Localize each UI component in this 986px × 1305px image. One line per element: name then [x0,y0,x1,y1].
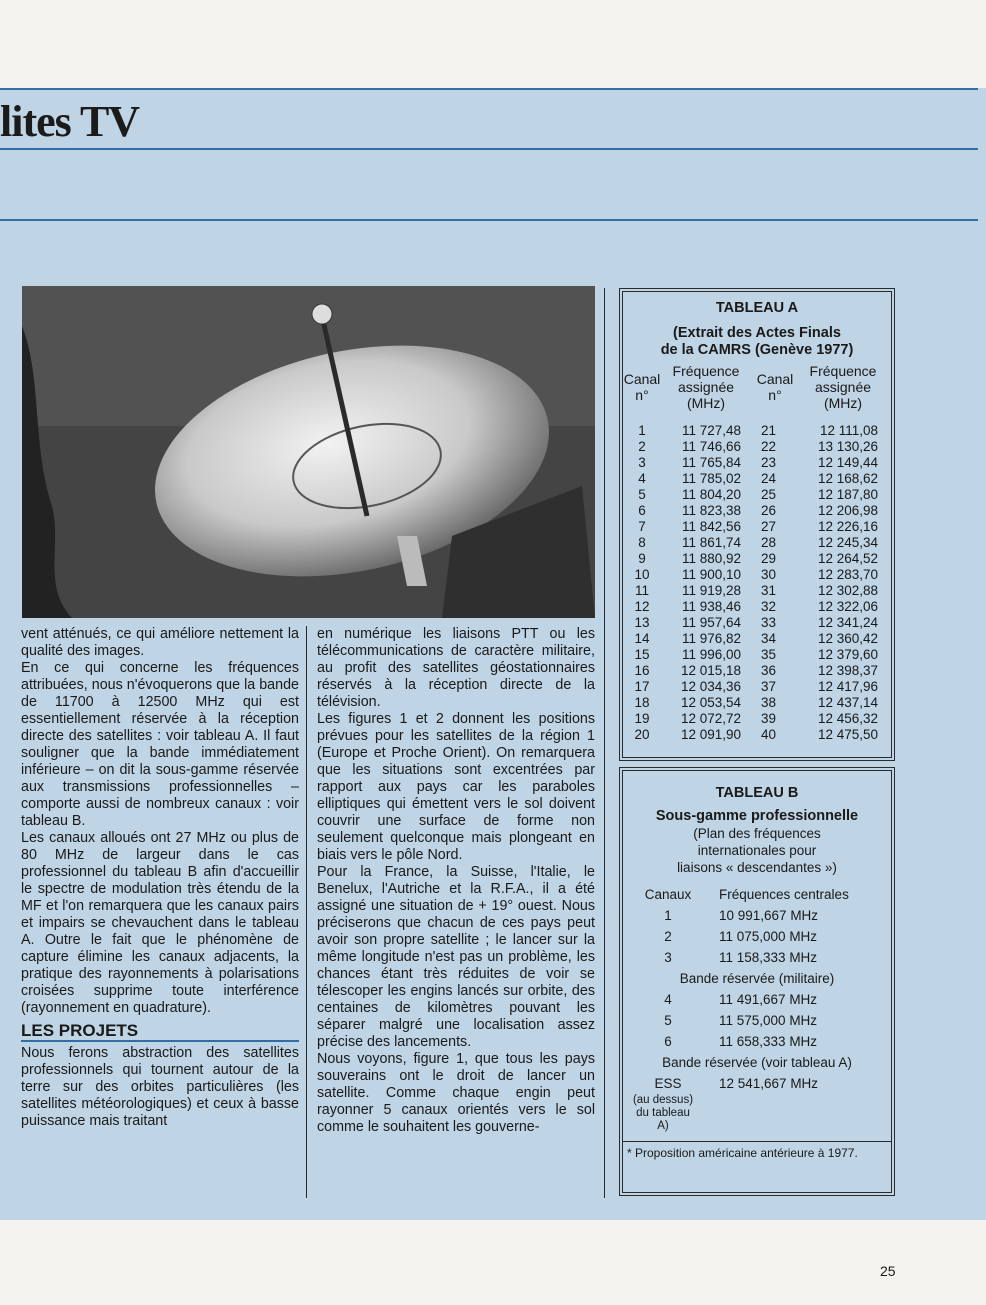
tableau-a-title: TABLEAU A [715,300,799,316]
table-row [623,1031,891,1052]
header-canaux: Canaux [644,887,692,902]
table-row [623,487,891,503]
table-cell: 15 [634,647,650,662]
section-heading: LES PROJETS [21,1022,299,1042]
table-cell: 4 [664,992,672,1007]
table-cell: 12 302,88 [817,583,878,598]
table-cell: 13 [634,615,650,630]
ess-note [623,1094,703,1133]
table-cell: 12 456,32 [817,711,878,726]
table-cell: 21 [760,423,777,438]
table-cell: 1 [638,423,646,438]
table-cell: 11 727,48 [681,423,741,438]
page-title: lites TV [0,97,140,146]
table-cell: 32 [760,599,777,614]
header-frequence: Fréquence [672,363,740,379]
table-cell: 12 015,18 [680,663,741,678]
article-column-1 [21,626,299,1130]
table-cell: 12 475,50 [817,727,878,742]
paragraph: Les canaux alloués ont 27 MHz ou plus de 80 MHz de largeur dans le cas professionnel du tableau B afin d'accueillir le spectre de modulation très étendu de la MF et l'on remarquera que les canaux pairs et impairs se chevauchent dans le tableau A. Outre le fait que le phénomène de capture élimine les canaux adjacents, la pratique des rayonnements à polarisations croisées supprime toute interférence (rayonnement en quadrature). [21,830,299,1016]
column-divider [604,288,605,1198]
table-cell: 35 [760,647,777,662]
paragraph: En ce qui concerne les fréquences attribuées, nous n'évoquerons que la bande de 11700 à 12500 MHz qui est essentiellement réservée à la réception directe des satellites : voir tableau A. Il faut souligner que la bande immédiatement inférieure – on dit la sous-gamme réservée aux transmissions professionnelles – comporte aussi de nombreux canaux : voir tableau B. [21,660,299,829]
table-row [623,695,891,711]
table-cell: 6 [638,503,646,518]
table-cell: 11 880,92 [681,551,741,566]
tableau-b-header [623,884,891,905]
table-cell: 18 [634,695,650,710]
header-assignee: assignée [814,379,872,395]
table-cell: 11 861,74 [681,535,741,550]
table-row [623,711,891,727]
tableau-a-subtitle: de la CAMRS (Genève 1977) [660,342,854,358]
table-cell: 22 [760,439,777,454]
table-cell: 11 996,00 [681,647,741,662]
table-cell: 11 957,64 [681,615,741,630]
table-cell: 30 [760,567,777,582]
table-cell: 25 [760,487,777,502]
table-row [623,631,891,647]
table-cell: 10 [634,567,650,582]
paragraph: vent atténués, ce qui améliore nettement la qualité des images. [21,626,299,659]
table-row [623,1073,891,1094]
footnote: * Proposition américaine antérieure à 1977. [623,1141,891,1160]
table-cell: 12 379,60 [817,647,878,662]
header-no: n° [768,387,782,403]
table-cell: 12 398,37 [817,663,878,678]
table-row [623,947,891,968]
table-cell: 29 [760,551,777,566]
header-mhz: (MHz) [686,395,726,411]
table-row [623,519,891,535]
table-cell: 37 [760,679,777,694]
table-cell: 3 [664,950,672,965]
table-cell: 11 900,10 [681,567,741,582]
table-cell: 28 [760,535,777,550]
table-cell: 40 [760,727,777,742]
table-row [623,551,891,567]
table-cell: 12 226,16 [817,519,878,534]
tableau-a-header [623,363,891,411]
ess-note-line: du tableau [636,1107,690,1119]
table-row [623,615,891,631]
table-row [623,567,891,583]
table-cell: 11 938,46 [681,599,741,614]
table-cell: 12 437,14 [817,695,878,710]
article-column-2 [317,626,595,1136]
table-cell: 11 804,20 [681,487,741,502]
table-cell: 27 [760,519,777,534]
tableau-b-desc: internationales pour [697,843,817,858]
table-cell: 39 [760,711,777,726]
table-row [623,471,891,487]
table-cell: 12 245,34 [817,535,878,550]
table-cell: 12 149,44 [817,455,878,470]
table-cell: 12 206,98 [817,503,878,518]
header-mhz: (MHz) [823,395,863,411]
table-cell: 19 [634,711,650,726]
tableau-b-subtitle: Sous-gamme professionnelle [655,808,859,824]
table-cell: 14 [634,631,650,646]
table-row [623,679,891,695]
tableau-b-desc: (Plan des fréquences [693,826,821,841]
tableau-b-desc: liaisons « descendantes ») [677,860,837,875]
table-cell: 12 322,06 [817,599,878,614]
table-row [623,455,891,471]
header-no: n° [635,387,649,403]
paragraph: en numérique les liaisons PTT ou les télécommunications de caractère militaire, au profit des satellites géostationnaires réservés à la réception directe de la télévision. [317,626,595,710]
table-cell: 16 [634,663,650,678]
paragraph: Nous voyons, figure 1, que tous les pays souverains ont le droit de lancer un satellite. Comme chaque engin peut rayonner 5 canaux orientés vers le sol comme le souhaitent les gouverne- [317,1051,595,1135]
table-cell: 11 976,82 [681,631,741,646]
table-cell: 1 [664,908,672,923]
table-cell: 2 [664,929,672,944]
table-cell: 12 360,42 [817,631,878,646]
table-cell: 11 746,66 [681,439,741,454]
table-row [623,926,891,947]
table-cell: 11 158,333 MHz [719,950,818,965]
table-cell: 2 [638,439,646,454]
ess-note-line: (au dessus) [632,1094,694,1106]
tableau-a [619,288,895,761]
table-cell: 12 [634,599,650,614]
table-cell: 31 [760,583,777,598]
satellite-dish-photo [22,286,595,618]
table-cell: 11 658,333 MHz [719,1034,818,1049]
table-cell: 12 341,24 [817,615,878,630]
table-cell: 12 053,54 [680,695,741,710]
table-cell: 12 034,36 [680,679,741,694]
ess-frequency: 12 541,667 MHz [719,1076,819,1091]
table-row [623,989,891,1010]
paragraph: Pour la France, la Suisse, l'Italie, le Benelux, l'Autriche et la R.F.A., il a été assigné une situation de + 19° ouest. Nous préciserons que chacun de ces pays peut avoir son propre satellite ; le lancer sur la même longitude n'est pas un problème, les chances étant très réduites de voir se télescoper les engins lancés sur orbite, des centaines de kilomètres pouvant les séparer malgré une localisation assez précise des lancements. [317,864,595,1050]
table-cell: 12 111,08 [819,423,878,438]
table-cell: 11 [634,583,649,598]
header-assignee: assignée [677,379,735,395]
paragraph: Les figures 1 et 2 donnent les positions prévues pour les satellites de la région 1 (Europe et Proche Orient). On remarquera que les situations sont excentrées par rapport aux pays car les paraboles elliptiques qui émettent vers le sol doivent couvrir une surface de forme non seulement quelconque mais plongeant en biais vers le pôle Nord. [317,711,595,863]
table-cell: 6 [664,1034,672,1049]
tableau-a-subtitle: (Extrait des Actes Finals [673,325,841,341]
header-frequences-centrales: Fréquences centrales [719,887,849,902]
table-cell: 12 168,62 [817,471,878,486]
table-cell: 36 [760,663,777,678]
table-cell: 5 [664,1013,672,1028]
table-cell: 20 [634,727,650,742]
band-reserved-military: Bande réservée (militaire) [679,971,835,986]
header-canal: Canal [756,371,794,387]
table-cell: 12 264,52 [817,551,878,566]
table-cell: 38 [760,695,777,710]
table-cell: 8 [638,535,646,550]
table-cell: 11 823,38 [681,503,741,518]
table-cell: 12 091,90 [680,727,741,742]
table-cell: 3 [638,455,646,470]
ess-note-line: A) [657,1120,669,1132]
table-cell: 11 765,84 [681,455,741,470]
table-row [623,647,891,663]
table-row [623,663,891,679]
table-cell: 12 417,96 [817,679,878,694]
page-number: 25 [880,1263,896,1279]
table-cell: 11 919,28 [681,583,741,598]
table-cell: 26 [760,503,777,518]
top-rule [0,88,978,90]
table-cell: 17 [634,679,650,694]
table-cell: 10 991,667 MHz [719,908,819,923]
table-cell: 4 [638,471,646,486]
table-row [623,503,891,519]
band-reserved-tableau-a: Bande réservée (voir tableau A) [662,1055,852,1070]
table-row [623,423,891,439]
header-frequence: Fréquence [809,363,877,379]
table-cell: 11 785,02 [681,471,741,486]
tableau-b-title: TABLEAU B [715,785,799,801]
tableau-b [619,767,895,1196]
table-cell: 11 075,000 MHz [719,929,818,944]
title-rule [0,148,978,150]
table-row [623,439,891,455]
table-cell: 12 283,70 [817,567,878,582]
header-canal: Canal [623,371,661,387]
paragraph: Nous ferons abstraction des satellites professionnels qui tournent autour de la terre sur des orbites particulières (les satellites météorologiques) et ceux à basse puissance mais traitant [21,1045,299,1129]
table-cell: 13 130,26 [817,439,878,454]
table-cell: 24 [760,471,777,486]
table-cell: 7 [638,519,646,534]
table-row [623,599,891,615]
tableau-b-table [623,884,891,1133]
table-row [623,905,891,926]
table-cell: 11 491,667 MHz [719,992,818,1007]
table-cell: 9 [638,551,646,566]
table-cell: 5 [638,487,646,502]
table-row [623,1010,891,1031]
table-cell: 11 575,000 MHz [719,1013,818,1028]
table-cell: 23 [760,455,777,470]
table-cell: 12 072,72 [680,711,741,726]
tableau-a-rows [623,423,891,743]
table-row [623,727,891,743]
table-row [623,583,891,599]
table-cell: 34 [760,631,777,646]
column-divider [306,626,307,1198]
table-cell: 11 842,56 [681,519,741,534]
header-bottom-rule [0,219,978,221]
table-row [623,535,891,551]
table-cell: 33 [760,615,777,630]
table-cell: 12 187,80 [817,487,878,502]
ess-label: ESS [654,1076,682,1091]
